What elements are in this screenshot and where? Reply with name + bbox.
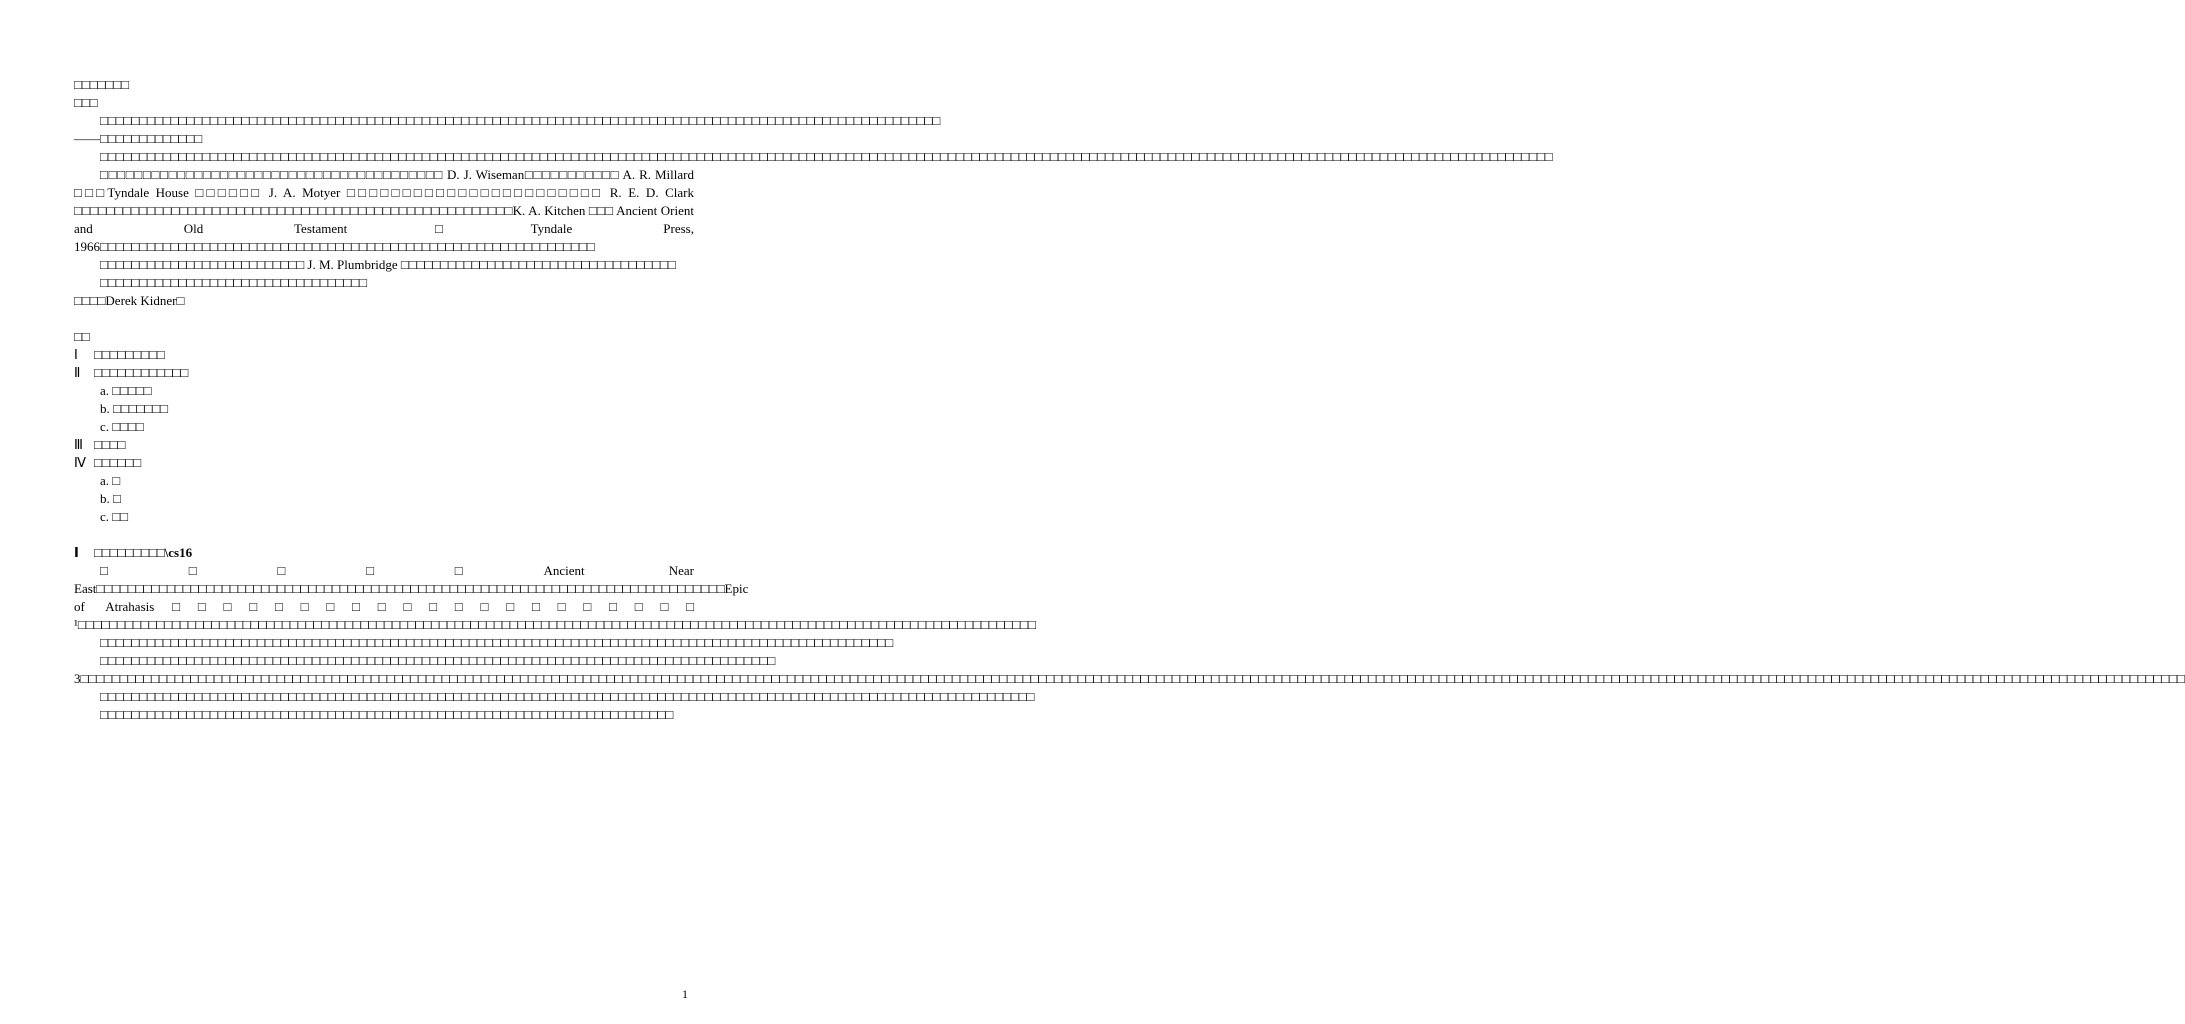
toc-item-label: □□□□□□□□□□□□ bbox=[94, 365, 189, 380]
section-paragraph: □□□□□□□□□□□□□□□□□□□□□□□□□□□□□□□□□□□□□□□□□□□□□□□□□□□□□□□□□□□□□□□□□□□□□□□□□□□□□□□□□□□□□□□□□□□□□□□□□□□□□ bbox=[100, 635, 894, 650]
toc-subitem: c. □□ bbox=[100, 509, 128, 524]
toc-item-label: □□□□ bbox=[94, 437, 126, 452]
toc-item-number: Ⅲ bbox=[74, 437, 83, 452]
toc-item bbox=[74, 364, 694, 382]
preface-paragraph: □□□□□□□□□□□□□□□□□□□□□□□□□□ J. M. Plumbridge □□□□□□□□□□□□□□□□□□□□□□□□□□□□□□□□□□□ bbox=[100, 257, 676, 272]
section-title: □□□□□□□□□\cs16 bbox=[94, 545, 193, 560]
preface-paragraph: □□□□□□□□□□□□□□□□□□□□□□□□□□□□□□□□□□□□□□□□ D. J. Wiseman□□□□□□□□□□□ A. R. Millard □□□Tyndale House □□□□□□ J. A. Motyer □□□□□□□□□□□□□□□□□□□□□□□ R. E. D. Clark □□□□□□□□□□□□□□□□□□□□□□□□□□□□□□□□□□□□□□□□□□□□□□□□□□□□□□K. A. Kitchen □□□ Ancient Orient and Old Testament□Tyndale Press, 1966□□□□□□□□□□□□□□□□□□□□□□□□□□□□□□□□□□□□□□□□□□□□□□□□□□□□□□□□□□□□□□□ bbox=[74, 167, 694, 254]
toc-item-label: □□□□□□□□□ bbox=[94, 347, 165, 362]
signature: □□□□Derek Kidner□ bbox=[74, 293, 185, 308]
toc-item-label: □□□□□□ bbox=[94, 455, 142, 470]
document-body bbox=[74, 76, 2185, 724]
toc-item-number: Ⅱ bbox=[74, 365, 81, 380]
preface-paragraph: □□□□□□□□□□□□□□□□□□□□□□□□□□□□□□□□□□□□□□□□□□□□□□□□□□□□□□□□□□□□□□□□□□□□□□□□□□□□□□□□□□□□□□□□□□□□□□□□□□□□□□□□□□□□□□□□□□□□□□□□□□□□□□□□□□□□□□□□□□□□□□□□□□□□□□□□□□□□□□□□□□□□□□□□□□□□□□□□□□□□□□□□□ bbox=[100, 149, 1553, 164]
toc-item-number: Ⅰ bbox=[74, 347, 78, 362]
table-of-contents bbox=[74, 328, 694, 526]
section-paragraph: □□□□□□□□□□□□□□□□□□□□□□□□□□□□□□□□□□□□□□□□□□□□□□□□□□□□□□□□□□□□□□□□□□□□□□□□□□□□□□□□□□□□□□□□□□□□□□□□□□□□□□□□□□□□□□□□□□□□□□□ bbox=[100, 689, 1035, 704]
toc-subitem: a. □□□□□ bbox=[100, 383, 152, 398]
preface-paragraph: □□□□□□□□□□□□□□□□□□□□□□□□□□□□□□□□□□ bbox=[100, 275, 367, 290]
header-line-2: □□□ bbox=[74, 95, 98, 110]
toc-item bbox=[74, 346, 694, 364]
section-heading bbox=[74, 544, 694, 562]
toc-subitem: b. □ bbox=[100, 491, 121, 506]
toc-title: □□ bbox=[74, 329, 90, 344]
toc-subitem: c. □□□□ bbox=[100, 419, 144, 434]
toc-item-number: Ⅳ bbox=[74, 455, 86, 470]
section-number: Ⅰ bbox=[74, 545, 79, 560]
toc-item bbox=[74, 454, 694, 472]
page-number: 1 bbox=[682, 987, 688, 1001]
section-paragraph: □□□□□Ancient Near East□□□□□□□□□□□□□□□□□□□□□□□□□□□□□□□□□□□□□□□□□□□□□□□□□□□□□□□□□□□□□□□□□□□□□□□□□□□□□□□□Epic of Atrahasis□□□□□□□□□□□□□□□□□□□□□ ¹□□□□□□□□□□□□□□□□□□□□□□□□□□□□□□□□□□□□□□□□□□□□□□□□□□□□□□□□□□□□□□□□□□□□□□□□□□□□□□□□□□□□□□□□□□□□□□□□□□□□□□□□□□□□□□□□□□□□□□□□□□ bbox=[74, 563, 1036, 632]
toc-subitem: a. □ bbox=[100, 473, 121, 488]
section-paragraph: □□□□□□□□□□□□□□□□□□□□□□□□□□□□□□□□□□□□□□□□□□□□□□□□□□□□□□□□□□□□□□□□□□□□□□□□□□□□□□□□□□□□□□ 3□□□□□□□□□□□□□□□□□□□□□□□□□□□□□□□□□□□□□□□□□□□□□□□□□□□□□□□□□□□□□□□□□□□□□□□□□□□□□□□□□□□□□□□□□□□□□□□□□□□□□□□□□□□□□□□□□□□□□□□□□□□□□□□□□□□□□□□□□□□□□□□□□□□□□□□□□□□□□□□□□□□□□□□□□□□□□□□□□□□□□□□□□□□□□□□□□□□□□□□□□□□□□□□□□□□□□□□□□□□□□□□□□□□□□□□□□□□□□□□□□□□□□□□□□□□□□□□□□□□□□□□□□□□□ bbox=[74, 653, 2185, 686]
preface-paragraph: □□□□□□□□□□□□□□□□□□□□□□□□□□□□□□□□□□□□□□□□□□□□□□□□□□□□□□□□□□□□□□□□□□□□□□□□□□□□□□□□□□□□□□□□□□□□□□□□□□□□□□□□□□□——□□□□□□□□□□□□□ bbox=[74, 113, 941, 146]
toc-item bbox=[74, 436, 694, 454]
toc-subitem: b. □□□□□□□ bbox=[100, 401, 168, 416]
section-paragraph: □□□□□□□□□□□□□□□□□□□□□□□□□□□□□□□□□□□□□□□□□□□□□□□□□□□□□□□□□□□□□□□□□□□□□□□□□ bbox=[100, 707, 674, 722]
header-line-1: □□□□□□□ bbox=[74, 77, 129, 92]
